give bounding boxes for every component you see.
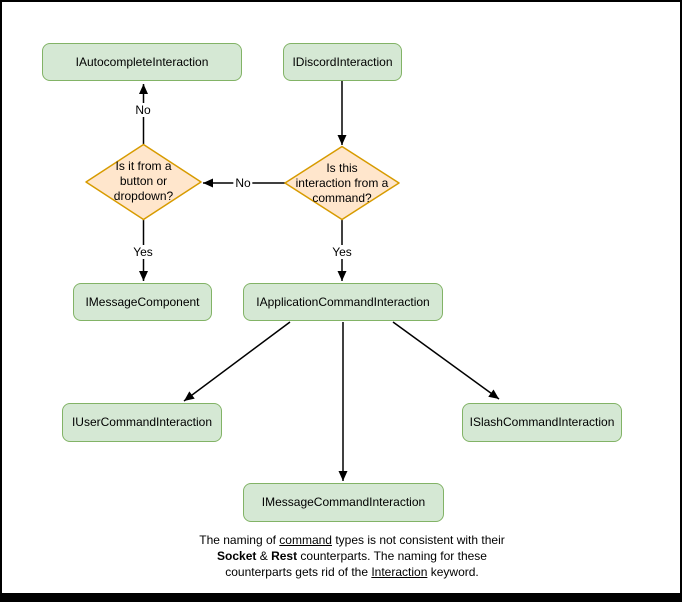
edge-applicationcommand-to-slashcommand (393, 322, 499, 399)
edge-label-no-left: No (235, 176, 251, 190)
edge-applicationcommand-to-usercommand (184, 322, 290, 401)
node-user-command-interaction: IUserCommandInteraction (62, 403, 222, 442)
edge-label-yes-right: Yes (332, 245, 352, 259)
decision-line: command? (312, 191, 372, 205)
decision-from-command-text (286, 161, 398, 206)
note-line-3: counterparts gets rid of the Interaction keyword. (225, 565, 479, 579)
node-autocomplete-interaction: IAutocompleteInteraction (42, 43, 242, 81)
note-line-1: The naming of command types is not consistent with their (199, 533, 505, 547)
bottom-frame-bar (2, 593, 680, 600)
note-text (132, 532, 572, 580)
decision-line: Is this (326, 161, 358, 175)
decision-line: interaction from a (295, 176, 389, 190)
decision-line: Is it from a (115, 159, 172, 173)
decision-button-dropdown-text (93, 159, 194, 204)
note-line-2: Socket & Rest counterparts. The naming for these (217, 549, 487, 563)
decision-line: dropdown? (113, 189, 174, 203)
node-slash-command-interaction: ISlashCommandInteraction (462, 403, 622, 442)
node-discord-interaction: IDiscordInteraction (283, 43, 402, 81)
node-message-command-interaction: IMessageCommandInteraction (243, 483, 444, 522)
node-message-component: IMessageComponent (73, 283, 212, 321)
node-application-command-interaction: IApplicationCommandInteraction (243, 283, 443, 321)
edge-label-no-up: No (135, 103, 151, 117)
edge-label-yes-left: Yes (133, 245, 153, 259)
decision-line: button or (119, 174, 168, 188)
